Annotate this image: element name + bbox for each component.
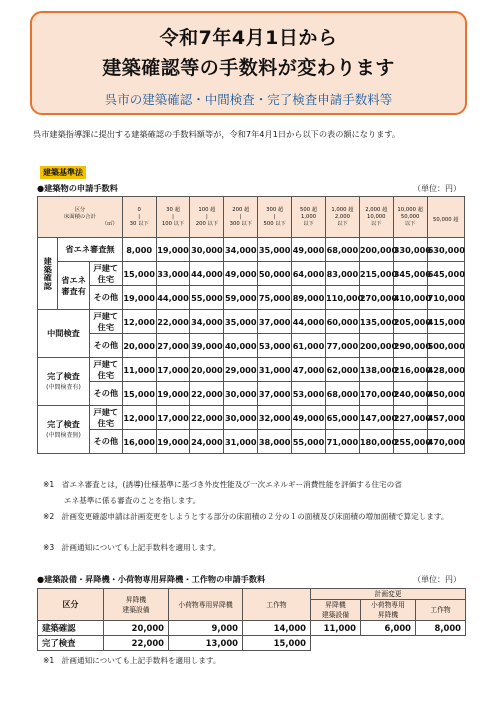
kodate-label: 戸建て住宅 <box>89 406 122 430</box>
fee-cell: 22,000 <box>156 310 190 334</box>
fee-cell: 450,000 <box>427 382 464 406</box>
fee-cell: 20,000 <box>190 358 224 382</box>
range-cell: 10,000 超 50,000 以下 <box>393 197 427 238</box>
sonota-label: その他 <box>89 286 122 310</box>
sonota-label: その他 <box>89 382 122 406</box>
fee-cell: 135,000 <box>359 310 393 334</box>
fee-cell: 17,000 <box>156 358 190 382</box>
fee-cell: 53,000 <box>292 382 326 406</box>
fee-cell: 77,000 <box>325 334 359 358</box>
subtitle: 呉市の建築確認・中間検査・完了検査申請手数料等 <box>104 92 393 107</box>
fee-cell: 270,000 <box>359 286 393 310</box>
intro-text: 呉市建築指導課に提出する建築確認の手数料額等が，令和7年4月1日から以下の表の額になります。 <box>33 129 401 139</box>
fee-cell: 59,000 <box>224 286 258 310</box>
table-row <box>38 382 465 406</box>
fee-cell: 290,000 <box>393 334 427 358</box>
fee-cell: 65,000 <box>325 406 359 430</box>
note2-1: ※1 計画通知についても上記手数料を適用します。 <box>43 656 221 665</box>
fee-cell: 14,000 <box>243 621 311 636</box>
fee-cell: 17,000 <box>156 406 190 430</box>
fee-cell: 645,000 <box>427 262 464 286</box>
fee-cell: 19,000 <box>156 238 190 262</box>
fee-cell: 49,000 <box>292 238 326 262</box>
fee-cell: 34,000 <box>190 310 224 334</box>
fee-cell: 22,000 <box>104 636 169 651</box>
range-cell: 50,000 超 <box>427 197 464 238</box>
fee-cell: 75,000 <box>258 286 292 310</box>
fee-cell: 35,000 <box>258 238 292 262</box>
fee-cell: 30,000 <box>190 238 224 262</box>
fee-cell: 19,000 <box>156 430 190 454</box>
table-row <box>38 310 465 334</box>
fee-cell: 27,000 <box>156 334 190 358</box>
table-row <box>38 406 465 430</box>
fee-cell: 37,000 <box>258 382 292 406</box>
kanryo-label: 完了検査 <box>47 418 80 429</box>
kubun-header: 区分 <box>38 589 104 621</box>
fee-cell: 8,000 <box>122 238 156 262</box>
fee-cell: 40,000 <box>224 334 258 358</box>
fee-cell: 68,000 <box>325 238 359 262</box>
fee-cell: 457,000 <box>427 406 464 430</box>
fee-cell: 110,000 <box>325 286 359 310</box>
fee-cell: 205,000 <box>393 310 427 334</box>
fee-cell: 38,000 <box>258 430 292 454</box>
fee-cell: 200,000 <box>359 334 393 358</box>
fee-cell: 22,000 <box>190 382 224 406</box>
range-cell: 2,000 超 10,000 以下 <box>359 197 393 238</box>
fee-cell: 12,000 <box>122 406 156 430</box>
table-row <box>38 358 465 382</box>
table-row <box>38 621 466 636</box>
fee-cell: 29,000 <box>224 358 258 382</box>
header-category-cell <box>38 197 123 238</box>
fee-cell: 35,000 <box>224 310 258 334</box>
fee-cell: 49,000 <box>224 262 258 286</box>
fee-cell: 15,000 <box>243 636 311 651</box>
fee-cell: 20,000 <box>122 334 156 358</box>
table-row <box>38 286 465 310</box>
fee-cell: 31,000 <box>258 358 292 382</box>
fee-cell: 428,000 <box>427 358 464 382</box>
fee-cell: 170,000 <box>359 382 393 406</box>
fee-cell: 240,000 <box>393 382 427 406</box>
fee-cell: 415,000 <box>427 310 464 334</box>
fee-cell: 216,000 <box>393 358 427 382</box>
table-row <box>38 238 465 262</box>
fee-cell: 710,000 <box>427 286 464 310</box>
table1-heading: ●建築物の申請手数料 <box>37 183 118 193</box>
fee-cell: 8,000 <box>416 621 466 636</box>
col5-header: 小荷物専用 昇降機 <box>361 600 416 621</box>
fee-cell: 6,000 <box>361 621 416 636</box>
shoene-nashi-label: 省エネ審査無 <box>58 238 122 262</box>
range-cell: 100 超 | 200 以下 <box>190 197 224 238</box>
table-row <box>38 334 465 358</box>
table-header-row <box>38 197 465 238</box>
fee-cell: 15,000 <box>122 382 156 406</box>
fee-cell: 16,000 <box>122 430 156 454</box>
fee-cell: 53,000 <box>258 334 292 358</box>
note-2: ※2 計画変更確認申請は計画変更をしようとする部分の床面積の２分の１の面積及び床面積の増加面積で算定します。 <box>43 512 449 521</box>
fee-cell: 19,000 <box>156 382 190 406</box>
table-row <box>38 636 466 651</box>
header-category: 区分 <box>74 206 86 213</box>
fee-cell: 55,000 <box>292 430 326 454</box>
kodate-label: 戸建て住宅 <box>89 262 122 286</box>
fee-cell: 410,000 <box>393 286 427 310</box>
fee-cell: 9,000 <box>169 621 243 636</box>
fee-cell: 33,000 <box>156 262 190 286</box>
fee-cell: 330,000 <box>393 238 427 262</box>
fee-cell: 255,000 <box>393 430 427 454</box>
table-row <box>38 262 465 286</box>
fee-cell: 44,000 <box>190 262 224 286</box>
kodate-label: 戸建て住宅 <box>89 310 122 334</box>
fee-cell: 138,000 <box>359 358 393 382</box>
title-line-1: 令和7年4月1日から <box>159 27 338 49</box>
building-fee-table <box>37 196 465 454</box>
fee-cell: 50,000 <box>258 262 292 286</box>
header-m2: （㎡） <box>101 220 118 227</box>
fee-cell: 44,000 <box>156 286 190 310</box>
range-cell: 0 | 30 以下 <box>122 197 156 238</box>
empty-cell <box>311 636 466 651</box>
fee-cell: 37,000 <box>258 310 292 334</box>
shoene-ari-label: 省エネ審査有 <box>58 262 90 310</box>
fee-cell: 470,000 <box>427 430 464 454</box>
kanryo-label: 完了検査 <box>47 370 80 381</box>
fee-cell: 32,000 <box>258 406 292 430</box>
kakunin-label: 建築確認 <box>38 238 58 310</box>
fee-cell: 39,000 <box>190 334 224 358</box>
fee-cell: 12,000 <box>122 310 156 334</box>
fee-cell: 47,000 <box>292 358 326 382</box>
fee-cell: 83,000 <box>325 262 359 286</box>
fee-cell: 11,000 <box>311 621 361 636</box>
fee-cell: 30,000 <box>224 406 258 430</box>
fee-cell: 44,000 <box>292 310 326 334</box>
fee-cell: 61,000 <box>292 334 326 358</box>
kanryo-sub-b: (中間検査無) <box>46 431 81 439</box>
range-cell: 1,000 超 2,000 以下 <box>325 197 359 238</box>
kanryo-sub-a: (中間検査有) <box>46 383 81 391</box>
kanryo-b-label-cell <box>38 406 90 454</box>
table-row <box>38 430 465 454</box>
row1-label: 建築確認 <box>38 621 104 636</box>
note-1: ※1 省エネ審査とは，(誘導)仕様基準に基づき外皮性能及び一次エネルギー消費性能を評価する住宅の省 <box>43 480 402 489</box>
table2-unit: （単位：円） <box>413 575 461 584</box>
kodate-label: 戸建て住宅 <box>89 358 122 382</box>
fee-cell: 24,000 <box>190 430 224 454</box>
keikaku-header: 計画変更 <box>311 589 466 600</box>
fee-cell: 30,000 <box>224 382 258 406</box>
col2-header: 小荷物専用昇降機 <box>169 589 243 621</box>
fee-cell: 60,000 <box>325 310 359 334</box>
note-1-cont: エネ基準に係る審査のことを指します。 <box>64 496 201 505</box>
range-cell: 500 超 1,000 以下 <box>292 197 326 238</box>
header-area: 床面積の合計 <box>63 213 96 220</box>
fee-cell: 15,000 <box>122 262 156 286</box>
note-3: ※3 計画通知についても上記手数料を適用します。 <box>43 543 221 552</box>
col3-header: 工作物 <box>243 589 311 621</box>
fee-cell: 64,000 <box>292 262 326 286</box>
fee-cell: 31,000 <box>224 430 258 454</box>
table2-header-row <box>38 589 466 600</box>
fee-cell: 89,000 <box>292 286 326 310</box>
section-tag: 建築基準法 <box>40 166 86 179</box>
col6-header: 工作物 <box>416 600 466 621</box>
col4-header: 昇降機 建築設備 <box>311 600 361 621</box>
title-line-2: 建築確認等の手数料が変わります <box>102 57 395 79</box>
col1-header: 昇降機 建築設備 <box>104 589 169 621</box>
fee-cell: 147,000 <box>359 406 393 430</box>
title-banner <box>30 11 467 115</box>
fee-cell: 215,000 <box>359 262 393 286</box>
sonota-label: その他 <box>89 430 122 454</box>
sonota-label: その他 <box>89 334 122 358</box>
fee-cell: 55,000 <box>190 286 224 310</box>
fee-cell: 68,000 <box>325 382 359 406</box>
fee-cell: 22,000 <box>190 406 224 430</box>
fee-cell: 13,000 <box>169 636 243 651</box>
fee-cell: 500,000 <box>427 334 464 358</box>
fee-cell: 62,000 <box>325 358 359 382</box>
table2-heading: ●建築設備・昇降機・小荷物専用昇降機・工作物の申請手数料 <box>37 574 266 584</box>
equipment-fee-table <box>37 588 466 651</box>
fee-cell: 630,000 <box>427 238 464 262</box>
range-cell: 300 超 | 500 以下 <box>258 197 292 238</box>
fee-cell: 19,000 <box>122 286 156 310</box>
range-cell: 30 超 | 100 以下 <box>156 197 190 238</box>
fee-cell: 180,000 <box>359 430 393 454</box>
kanryo-a-label-cell <box>38 358 90 406</box>
fee-cell: 34,000 <box>224 238 258 262</box>
fee-cell: 345,000 <box>393 262 427 286</box>
chukan-label: 中間検査 <box>38 310 90 358</box>
fee-cell: 49,000 <box>292 406 326 430</box>
range-cell: 200 超 | 300 以下 <box>224 197 258 238</box>
fee-cell: 20,000 <box>104 621 169 636</box>
table1-unit: （単位：円） <box>413 184 461 193</box>
fee-cell: 227,000 <box>393 406 427 430</box>
row2-label: 完了検査 <box>38 636 104 651</box>
fee-cell: 11,000 <box>122 358 156 382</box>
fee-cell: 71,000 <box>325 430 359 454</box>
fee-cell: 200,000 <box>359 238 393 262</box>
